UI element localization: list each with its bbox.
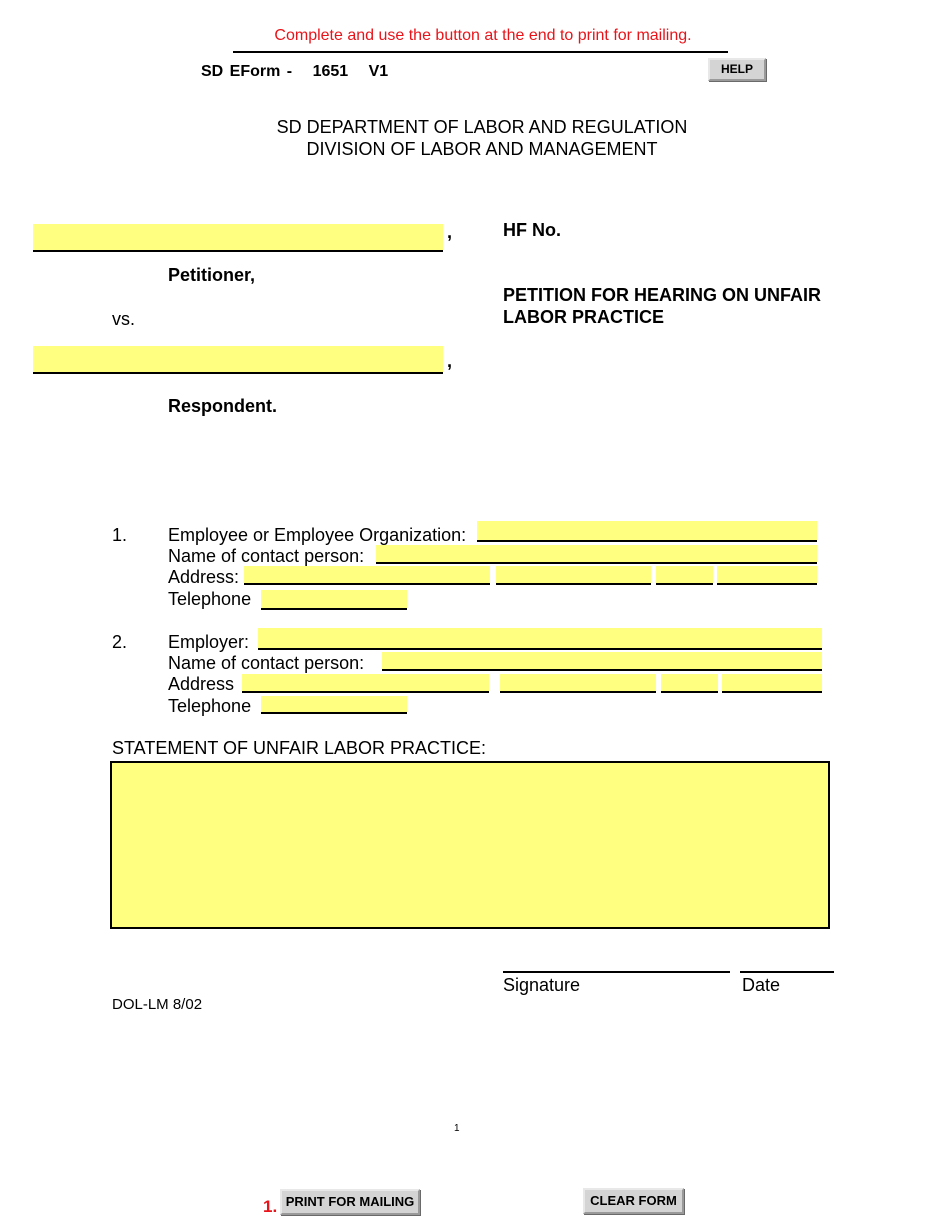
petitioner-name-field[interactable] bbox=[33, 224, 443, 252]
help-button[interactable]: HELP bbox=[708, 58, 766, 81]
eform-label: SD EForm - bbox=[201, 63, 293, 80]
section2-street-field[interactable] bbox=[242, 674, 489, 693]
clear-form-button[interactable]: CLEAR FORM bbox=[583, 1188, 684, 1214]
division-name: DIVISION OF LABOR AND MANAGEMENT bbox=[306, 139, 658, 159]
date-label: Date bbox=[742, 975, 781, 995]
department-name: SD DEPARTMENT OF LABOR AND REGULATION bbox=[276, 117, 688, 137]
section2-contact-field[interactable] bbox=[382, 652, 822, 671]
print-instruction: Complete and use the button at the end to print for mailing. bbox=[274, 27, 692, 44]
section2-contact-label: Name of contact person: bbox=[168, 653, 365, 673]
section1-org-label: Employee or Employee Organization: bbox=[168, 525, 467, 545]
section2-employer-field[interactable] bbox=[258, 628, 822, 650]
hf-no-label: HF No. bbox=[503, 220, 561, 240]
section1-contact-field[interactable] bbox=[376, 545, 817, 564]
section1-org-field[interactable] bbox=[477, 521, 817, 542]
date-line bbox=[740, 971, 834, 973]
petitioner-label: Petitioner, bbox=[168, 265, 256, 285]
signature-label: Signature bbox=[503, 975, 581, 995]
page-number: 1 bbox=[454, 1123, 460, 1134]
section2-number: 2. bbox=[112, 632, 128, 652]
respondent-label: Respondent. bbox=[168, 396, 278, 416]
respondent-name-field[interactable] bbox=[33, 346, 443, 374]
section2-employer-label: Employer: bbox=[168, 632, 250, 652]
section1-telephone-field[interactable] bbox=[261, 590, 407, 610]
section2-telephone-field[interactable] bbox=[261, 696, 407, 714]
eform-id bbox=[201, 63, 402, 81]
section1-telephone-label: Telephone bbox=[168, 589, 252, 609]
header-rule bbox=[233, 51, 728, 53]
eform-number: 1651 bbox=[312, 63, 349, 80]
respondent-comma: , bbox=[447, 351, 453, 371]
section1-contact-label: Name of contact person: bbox=[168, 546, 365, 566]
section2-telephone-label: Telephone bbox=[168, 696, 252, 716]
section2-address-label: Address bbox=[168, 674, 235, 694]
section2-zip-field[interactable] bbox=[722, 674, 822, 693]
petition-title-line2: LABOR PRACTICE bbox=[503, 307, 664, 327]
section2-state-field[interactable] bbox=[661, 674, 718, 693]
section1-address-label: Address: bbox=[168, 567, 240, 587]
section1-street-field[interactable] bbox=[244, 566, 490, 585]
print-step-number: 1. bbox=[263, 1197, 278, 1216]
vs-label: vs. bbox=[112, 309, 136, 329]
section1-city-field[interactable] bbox=[496, 566, 651, 585]
department-heading bbox=[0, 116, 950, 160]
signature-line bbox=[503, 971, 730, 973]
petitioner-comma: , bbox=[447, 222, 453, 242]
eform-version: V1 bbox=[368, 63, 389, 80]
section1-number: 1. bbox=[112, 525, 128, 545]
petition-title-line1: PETITION FOR HEARING ON UNFAIR bbox=[503, 285, 822, 305]
section2-city-field[interactable] bbox=[500, 674, 656, 693]
print-for-mailing-button[interactable]: PRINT FOR MAILING bbox=[280, 1189, 420, 1215]
section1-zip-field[interactable] bbox=[717, 566, 817, 585]
petition-title bbox=[503, 284, 863, 328]
form-code: DOL-LM 8/02 bbox=[112, 996, 203, 1013]
statement-textarea[interactable] bbox=[110, 761, 830, 929]
section1-state-field[interactable] bbox=[656, 566, 713, 585]
statement-label: STATEMENT OF UNFAIR LABOR PRACTICE: bbox=[112, 738, 487, 758]
